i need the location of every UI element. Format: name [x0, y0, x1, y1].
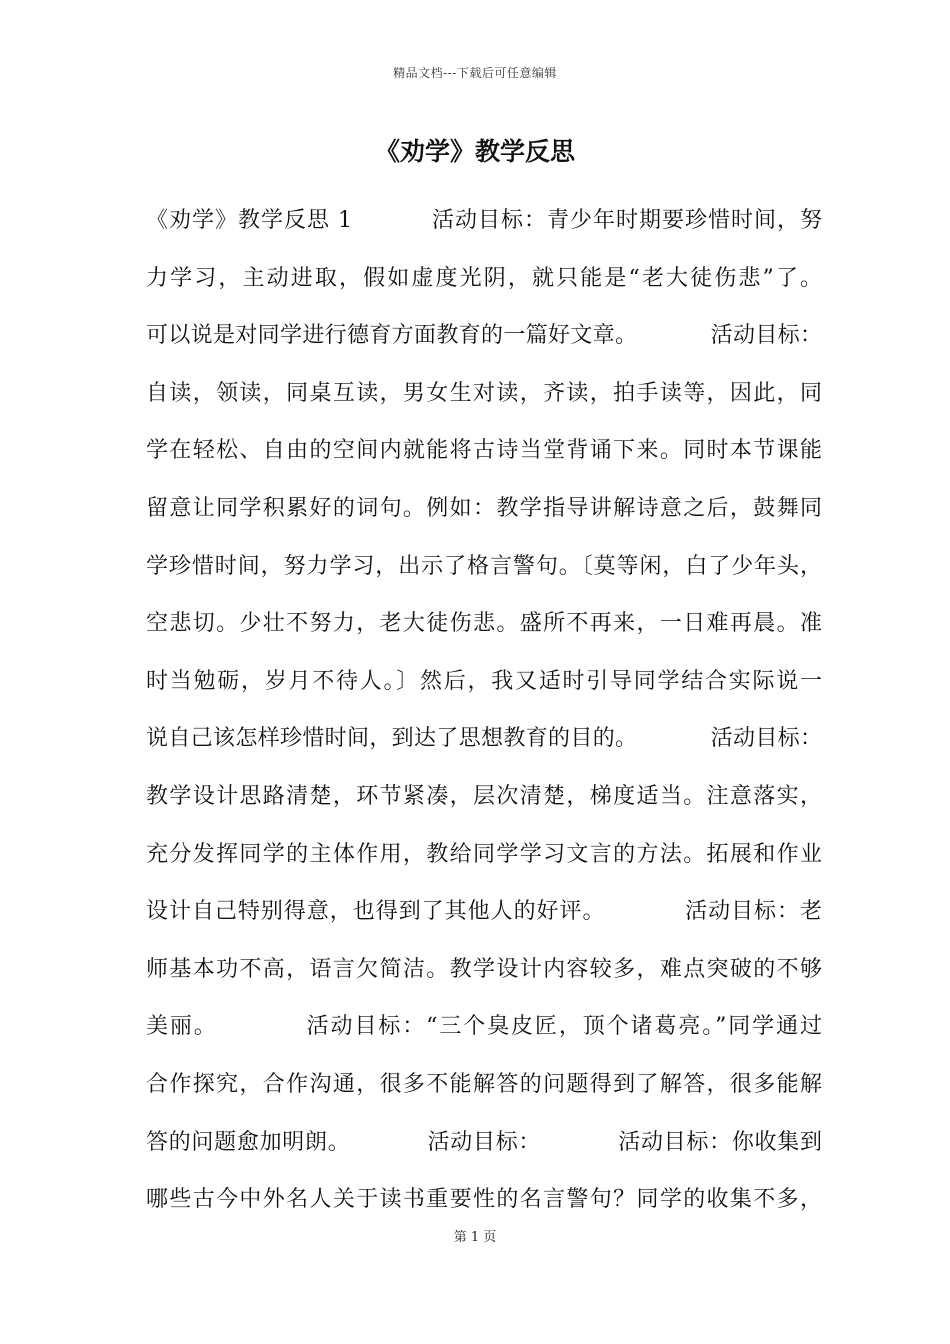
- document-title: 《劝学》教学反思: [374, 137, 575, 166]
- body-line: 充分发挥同学的主体作用，教给同学学习文言的方法。拓展和作业: [146, 841, 822, 867]
- page-header: 精品文档---下载后可任意编辑: [393, 66, 557, 80]
- body-line: 留意让同学积累好的词句。例如：教学指导讲解诗意之后，鼓舞同: [146, 495, 822, 521]
- body-line: 可以说是对同学进行德育方面教育的一篇好文章。 活动目标：: [146, 323, 822, 349]
- body-line: 空悲切。少壮不努力，老大徒伤悲。盛所不再来，一日难再晨。准: [146, 611, 822, 637]
- page-number: 第 1 页: [453, 1230, 497, 1245]
- body-line: 说自己该怎样珍惜时间，到达了思想教育的目的。 活动目标：: [146, 726, 822, 752]
- body-line: 设计自己特别得意，也得到了其他人的好评。 活动目标：老: [146, 899, 822, 925]
- body-line: 哪些古今中外名人关于读书重要性的名言警句？同学的收集不多，: [146, 1187, 822, 1213]
- body-line: 《劝学》教学反思 1 活动目标：青少年时期要珍惜时间，努: [146, 208, 822, 233]
- body-line: 答的问题愈加明朗。 活动目标： 活动目标：你收集到: [146, 1129, 822, 1155]
- body-line: 力学习，主动进取，假如虚度光阴，就只能是“老大徒伤悲”了。: [146, 265, 822, 291]
- body-line: 教学设计思路清楚，环节紧凑，层次清楚，梯度适当。注意落实，: [146, 783, 822, 809]
- body-line: 合作探究，合作沟通，很多不能解答的问题得到了解答，很多能解: [146, 1071, 822, 1097]
- body-line: 师基本功不高，语言欠简洁。教学设计内容较多，难点突破的不够: [146, 956, 822, 982]
- body-line: 自读，领读，同桌互读，男女生对读，齐读，拍手读等，因此，同: [146, 380, 822, 406]
- document-body: [146, 203, 822, 1240]
- body-line: 美丽。 活动目标：“三个臭皮匠，顶个诸葛亮。”同学通过: [146, 1014, 822, 1040]
- body-line: 学珍惜时间，努力学习，出示了格言警句。〔莫等闲，白了少年头，: [146, 553, 822, 579]
- body-line: 学在轻松、自由的空间内就能将古诗当堂背诵下来。同时本节课能: [146, 438, 822, 464]
- body-line: 时当勉砺，岁月不待人。〕然后，我又适时引导同学结合实际说一: [146, 668, 822, 694]
